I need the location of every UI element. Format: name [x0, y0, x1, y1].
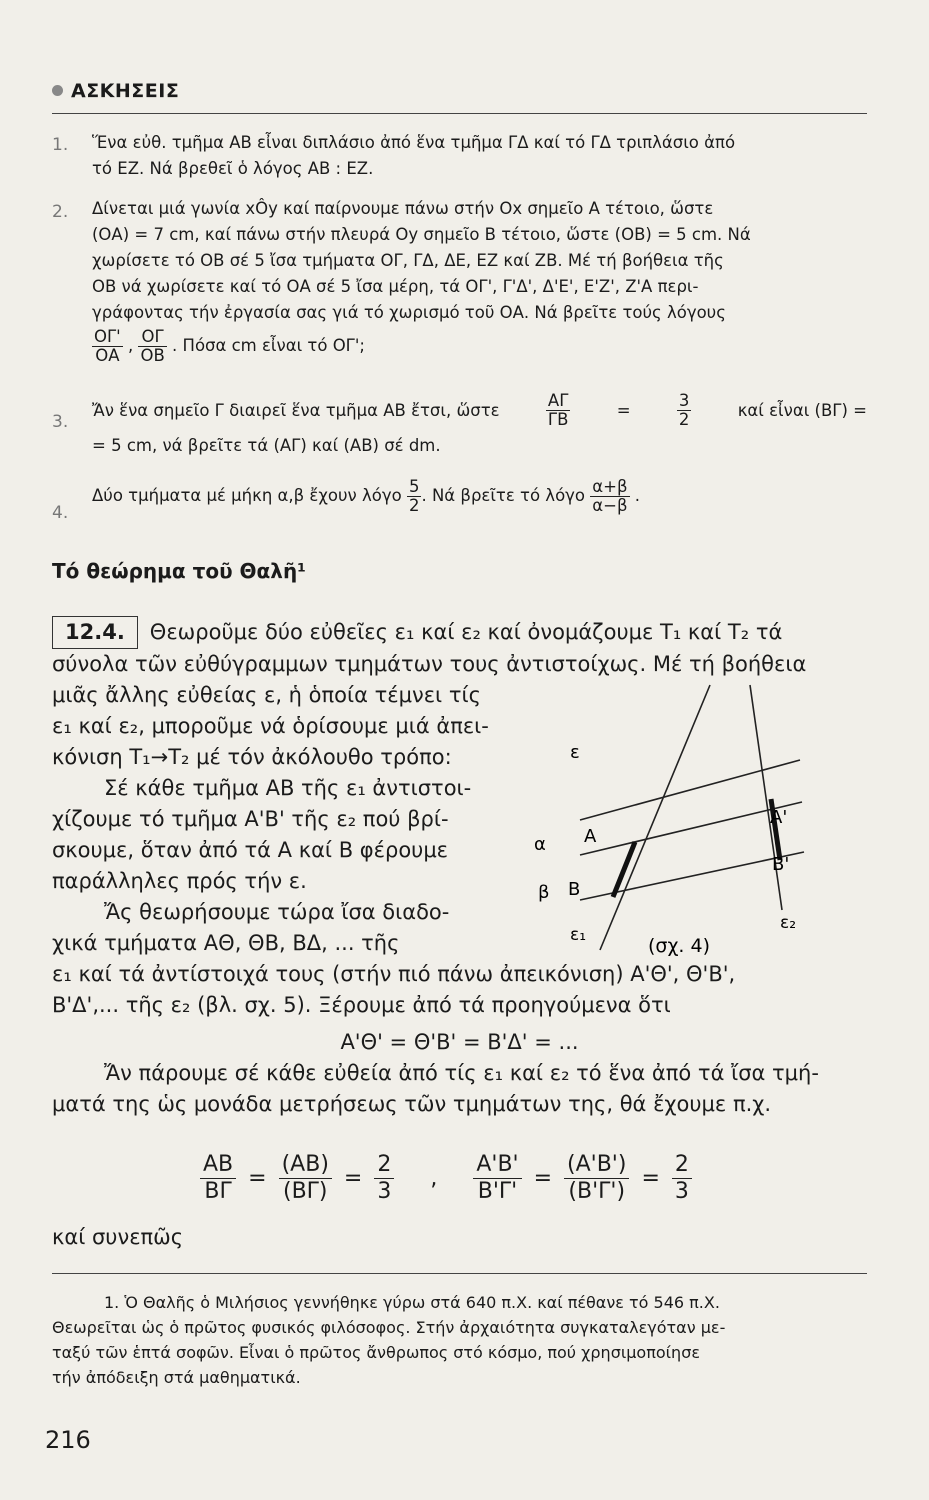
text-line: ε₁ καί τά ἀντίστοιχά τους (στήν πιό πάνω ἀπεικόνιση) Α'Θ', Θ'Β', [52, 962, 736, 986]
footnote [52, 1290, 867, 1390]
fraction: $\frac{A\Gamma}{\Gamma B}$ [547, 391, 569, 429]
exercise-number: 2. [52, 202, 69, 222]
text-line: Σέ κάθε τμῆμα ΑΒ τῆς ε₁ ἀντιστοι- [104, 776, 472, 800]
fraction: $\frac{O\Gamma}{OB}$ [140, 327, 165, 365]
fraction: $\frac{O\Gamma'}{OA}$ [94, 327, 121, 365]
text-line: Θεωρεῖται ὡς ὁ πρῶτος φυσικός φιλόσοφος. Στήν ἀρχαιότητα συγκαταλεγόταν με- [52, 1318, 726, 1337]
footnote-rule [52, 1273, 867, 1274]
text-line: Πόσα cm εἶναι τό ΟΓ'; [182, 336, 365, 355]
line-e1 [600, 685, 710, 950]
text-line: ματά της ὡς μονάδα μετρήσεως τῶν τμημάτων της, θά ἔχουμε π.χ. [52, 1092, 772, 1116]
fraction: $\frac{3}{2}$ [678, 391, 690, 429]
text-line: Ἄν πάρουμε σέ κάθε εὐθεία ἀπό τίς ε₁ καί ε₂ τό ἕνα ἀπό τά ἴσα τμή- [104, 1061, 819, 1085]
figure-4 [534, 680, 870, 960]
text-line: Ἄς θεωρήσουμε τώρα ἴσα διαδο- [104, 900, 450, 924]
text-line: Β'Δ',... τῆς ε₂ (βλ. σχ. 5). Ξέρουμε ἀπό τά προηγούμενα ὅτι [52, 993, 671, 1017]
text-line: . Νά βρεῖτε τό λόγο [421, 486, 586, 505]
fraction-equations: $\frac{AB}{B\Gamma}$ = $\frac{(AB)}{(B\Gamma)}$ = $\frac{2}{3}$ , $\frac{A'B'}{B'\Gamma'}$ = $\frac{(A'B')}{(B'\Gamma')}$ = $\frac{2}{3}$ [200, 1152, 692, 1205]
section-rule [52, 113, 867, 114]
page-number: 216 [45, 1426, 91, 1454]
text-line: (ΟΑ) = 7 cm, καί πάνω στήν πλευρά Oy σημεῖο Β τέτοιο, ὥστε (ΟΒ) = 5 cm. Νά [92, 225, 751, 244]
fraction: $\frac{\alpha+\beta}{\alpha-\beta}$ [592, 477, 628, 515]
text-line: τήν ἀπόδειξη στά μαθηματικά. [52, 1368, 301, 1387]
fraction: $\frac{A'B'}{B'\Gamma'}$ [473, 1152, 521, 1205]
exercise-4-text [92, 478, 867, 515]
label-B-prime: Β' [772, 854, 790, 875]
parallel-line [580, 802, 802, 855]
section-title: ΑΣΚΗΣΕΙΣ [71, 80, 180, 102]
text-line: χωρίσετε τό ΟΒ σέ 5 ἴσα τμήματα ΟΓ, ΓΔ, ΔΕ, ΕΖ καί ΖΒ. Μέ τή βοήθεια τῆς [92, 251, 724, 270]
exercise-2-fractions: $\frac{O\Gamma'}{OA}$ , $\frac{O\Gamma}{OB}$ . Πόσα cm εἶναι τό ΟΓ'; [94, 327, 365, 365]
theorem-heading: Τό θεώρημα τοῦ Θαλῆ¹ [52, 559, 306, 583]
figure-caption: (σχ. 4) [648, 935, 711, 957]
exercise-3-text [92, 392, 867, 459]
fraction: $\frac{(A'B')}{(B'\Gamma')}$ [564, 1152, 629, 1205]
label-e1: ε₁ [570, 925, 587, 945]
text-line: καί εἶναι (ΒΓ) = [737, 400, 867, 420]
exercise-1-text [92, 130, 867, 182]
text-line: γράφοντας τήν ἐργασία σας γιά τό χωρισμό τοῦ ΟΑ. Νά βρεῖτε τούς λόγους [92, 303, 726, 322]
period: . [634, 486, 641, 505]
fraction: $\frac{(AB)}{(B\Gamma)}$ [279, 1152, 332, 1205]
label-e2: ε₂ [780, 913, 797, 933]
text-line: ταξύ τῶν ἑπτά σοφῶν. Εἶναι ὁ πρῶτος ἄνθρωπος στό κόσμο, πού χρησιμοποίησε [52, 1343, 700, 1362]
label-A-prime: Α' [770, 807, 788, 828]
exercise-2-text [92, 196, 867, 365]
label-A: Α [584, 826, 597, 847]
exercise-number: 1. [52, 135, 69, 155]
conclusion-text: καί συνεπῶς [52, 1225, 184, 1249]
text-line: Ἄν ἕνα σημεῖο Γ διαιρεῖ ἕνα τμῆμα ΑΒ ἔτσι, ὥστε [92, 400, 500, 420]
label-B: Β [568, 879, 581, 900]
text-line: Δύο τμήματα μέ μήκη α,β ἔχουν λόγο [92, 486, 402, 505]
text-line: σκουμε, ὅταν ἀπό τά Α καί Β φέρουμε [52, 838, 449, 862]
line-e2 [750, 685, 782, 910]
text-line: ΟΒ νά χωρίσετε καί τό ΟΑ σέ 5 ἴσα μέρη, τά ΟΓ', Γ'Δ', Δ'Ε', Ε'Ζ', Ζ'Α περι- [92, 277, 699, 296]
fraction: $\frac{2}{3}$ [672, 1152, 692, 1205]
fraction: $\frac{AB}{B\Gamma}$ [200, 1152, 236, 1205]
text-line: = 5 cm, νά βρεῖτε τά (ΑΓ) καί (ΑΒ) σέ dm. [92, 436, 441, 455]
text-line: ε₁ καί ε₂, μποροῦμε νά ὁρίσουμε μιά ἀπει- [52, 714, 489, 738]
text-line: Δίνεται μιά γωνία xÔy καί παίρνουμε πάνω στήν Ox σημεῖο Α τέτοιο, ὥστε [92, 199, 714, 218]
label-e: ε [570, 742, 580, 763]
exercise-number: 3. [52, 412, 69, 432]
exercise-number: 4. [52, 503, 69, 523]
equals-sign: = [616, 400, 631, 420]
bullet-icon [52, 85, 63, 96]
text-line: χίζουμε τό τμῆμα Α'Β' τῆς ε₂ πού βρί- [52, 807, 449, 831]
section-heading [52, 80, 179, 102]
equal-chain: Α'Θ' = Θ'Β' = Β'Δ' = ... [340, 1030, 579, 1054]
text-line: μιᾶς ἄλλης εὐθείας ε, ἡ ὁποία τέμνει τίς [52, 683, 481, 707]
text-line: Θεωροῦμε δύο εὐθεῖες ε₁ καί ε₂ καί ὀνομάζουμε Τ₁ καί Τ₂ τά [149, 620, 783, 644]
label-alpha: α [534, 834, 546, 855]
text-line: παράλληλες πρός τήν ε. [52, 869, 307, 893]
text-line: τό ΕΖ. Νά βρεθεῖ ὁ λόγος ΑΒ : ΕΖ. [92, 159, 374, 178]
text-line: κόνιση Τ₁→Τ₂ μέ τόν ἀκόλουθο τρόπο: [52, 745, 452, 769]
text-line: Ἕνα εὐθ. τμῆμα ΑΒ εἶναι διπλάσιο ἀπό ἕνα τμῆμα ΓΔ καί τό ΓΔ τριπλάσιο ἀπό [92, 133, 736, 152]
fraction: $\frac{2}{3}$ [374, 1152, 394, 1205]
text-line: 1. Ὁ Θαλῆς ὁ Μιλήσιος γεννήθηκε γύρω στά 640 π.Χ. καί πέθανε τό 546 π.Χ. [104, 1293, 720, 1312]
separator: , [430, 1166, 438, 1191]
fraction: $\frac{5}{2}$ [408, 477, 420, 515]
text-line: χικά τμήματα ΑΘ, ΘΒ, ΒΔ, ... τῆς [52, 931, 400, 955]
text-line: σύνολα τῶν εὐθύγραμμων τμημάτων τους ἀντιστοίχως. Μέ τή βοήθεια [52, 652, 807, 676]
label-beta: β [538, 882, 550, 903]
paragraph-box: 12.4. [52, 616, 138, 649]
